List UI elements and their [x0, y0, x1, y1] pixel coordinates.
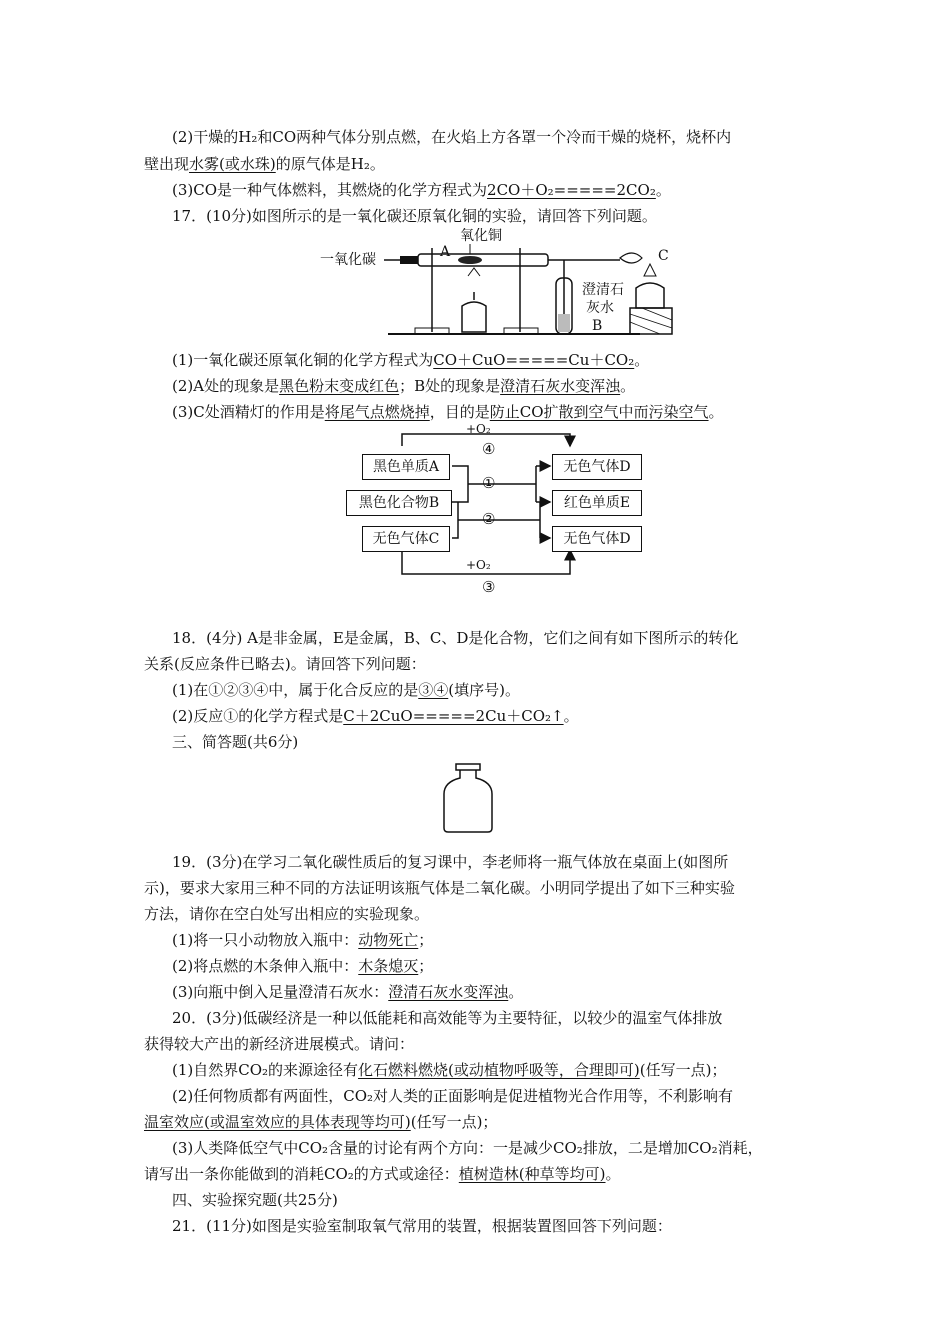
answer-blank: 黑色粉末变成红色 [279, 377, 400, 395]
box-red-element-e: 红色单质E [552, 490, 642, 516]
q17-stem: 17．(10分)如图所示的是一氧化碳还原氧化铜的实验，请回答下列问题。 [172, 207, 657, 225]
q18-stem-line1: 18．(4分) A是非金属，E是金属，B、C、D是化合物，它们之间有如下图所示的转化 [172, 629, 739, 647]
answer-blank: 将尾气点燃烧掉 [324, 403, 430, 421]
co-label: 一氧化碳 [320, 252, 376, 268]
answer-blank: 防止CO扩散到空气中而污染空气 [489, 403, 709, 421]
reaction-4-marker: ④ [482, 440, 496, 458]
answer-blank: ③④ [418, 681, 449, 699]
gas-bottle-figure [438, 760, 498, 834]
q19-part1: (1)将一只小动物放入瓶中：动物死亡； [172, 931, 434, 949]
reaction-3-marker: ③ [482, 578, 496, 596]
q16-part2-line1: (2)干燥的H₂和CO两种气体分别点燃，在火焰上方各罩一个冷而干燥的烧杯，烧杯内 [172, 128, 732, 146]
co-reduction-apparatus-figure [320, 228, 700, 340]
q16-part3: (3)CO是一种气体燃料，其燃烧的化学方程式为2CO＋O₂=====2CO₂。 [172, 181, 671, 199]
o2-top-label: +O₂ [466, 422, 491, 436]
q18-part1: (1)在①②③④中，属于化合反应的是③④(填序号)。 [172, 681, 520, 699]
reaction-1-marker: ① [482, 474, 496, 492]
q19-stem-line3: 方法，请你在空白处写出相应的实验现象。 [144, 905, 430, 923]
q17-part3: (3)C处酒精灯的作用是将尾气点燃烧掉，目的是防止CO扩散到空气中而污染空气。 [172, 403, 724, 421]
cuo-label: 氧化铜 [460, 228, 502, 244]
q20-part3-line1: (3)人类降低空气中CO₂含量的讨论有两个方向：一是减少CO₂排放，二是增加CO₂消耗， [172, 1139, 763, 1157]
label-c: C [658, 248, 669, 264]
answer-blank: 2CO＋O₂=====2CO₂ [487, 181, 656, 199]
q20-part1: (1)自然界CO₂的来源途径有化石燃料燃烧(或动植物呼吸等，合理即可)(任写一点)； [172, 1061, 727, 1079]
label-b: B [592, 318, 603, 334]
answer-blank: 温室效应(或温室效应的具体表现等均可) [144, 1113, 411, 1131]
answer-blank: 植树造林(种草等均可) [458, 1165, 606, 1183]
q18-part2: (2)反应①的化学方程式是C＋2CuO=====2Cu＋CO₂↑。 [172, 707, 579, 725]
reaction-2-marker: ② [482, 510, 496, 528]
box-black-compound-b: 黑色化合物B [346, 490, 452, 516]
label-a: A [440, 244, 451, 260]
q21-stem: 21．(11分)如图是实验室制取氧气常用的装置，根据装置图回答下列问题： [172, 1217, 672, 1235]
q20-stem-line2: 获得较大产出的新经济进展模式。请问： [144, 1035, 415, 1053]
section-3-heading: 三、简答题(共6分) [172, 733, 299, 751]
limewater-label-2: 灰水 [586, 300, 614, 316]
q19-part3: (3)向瓶中倒入足量澄清石灰水：澄清石灰水变浑浊。 [172, 983, 524, 1001]
q20-part2-line2: 温室效应(或温室效应的具体表现等均可)(任写一点)； [144, 1113, 498, 1131]
box-colorless-gas-d-bottom: 无色气体D [552, 526, 642, 552]
q20-stem-line1: 20．(3分)低碳经济是一种以低能耗和高效能等为主要特征，以较少的温室气体排放 [172, 1009, 723, 1027]
answer-blank: CO＋CuO=====Cu＋CO₂ [433, 351, 635, 369]
q19-stem-line2: 示)，要求大家用三种不同的方法证明该瓶气体是二氧化碳。小明同学提出了如下三种实验 [144, 879, 735, 897]
box-colorless-gas-c: 无色气体C [362, 526, 450, 552]
q20-part3-line2: 请写出一条你能做到的消耗CO₂的方式或途径：植树造林(种草等均可)。 [144, 1165, 621, 1183]
answer-blank: 化石燃料燃烧(或动植物呼吸等，合理即可) [358, 1061, 640, 1079]
box-colorless-gas-d-top: 无色气体D [552, 454, 642, 480]
answer-blank: 动物死亡 [358, 931, 419, 949]
o2-bottom-label: +O₂ [466, 558, 491, 572]
answer-blank: C＋2CuO=====2Cu＋CO₂↑ [343, 707, 564, 725]
answer-blank: 澄清石灰水变浑浊 [500, 377, 621, 395]
q17-part1: (1)一氧化碳还原氧化铜的化学方程式为CO＋CuO=====Cu＋CO₂。 [172, 351, 650, 369]
answer-blank: 澄清石灰水变浑浊 [388, 983, 509, 1001]
q19-stem-line1: 19．(3分)在学习二氧化碳性质后的复习课中，李老师将一瓶气体放在桌面上(如图所 [172, 853, 729, 871]
q18-stem-line2: 关系(反应条件已略去)。请回答下列问题： [144, 655, 426, 673]
answer-blank: 水雾(或水珠) [189, 155, 276, 173]
q19-part2: (2)将点燃的木条伸入瓶中：木条熄灭； [172, 957, 434, 975]
q20-part2-line1: (2)任何物质都有两面性，CO₂对人类的正面影响是促进植物光合作用等，不利影响有 [172, 1087, 734, 1105]
q17-part2: (2)A处的现象是黑色粉末变成红色；B处的现象是澄清石灰水变浑浊。 [172, 377, 636, 395]
q16-part2-line2: 壁出现水雾(或水珠)的原气体是H₂。 [144, 155, 385, 173]
answer-blank: 木条熄灭 [358, 957, 419, 975]
box-black-element-a: 黑色单质A [362, 454, 450, 480]
section-4-heading: 四、实验探究题(共25分) [172, 1191, 338, 1209]
limewater-label-1: 澄清石 [582, 282, 624, 298]
